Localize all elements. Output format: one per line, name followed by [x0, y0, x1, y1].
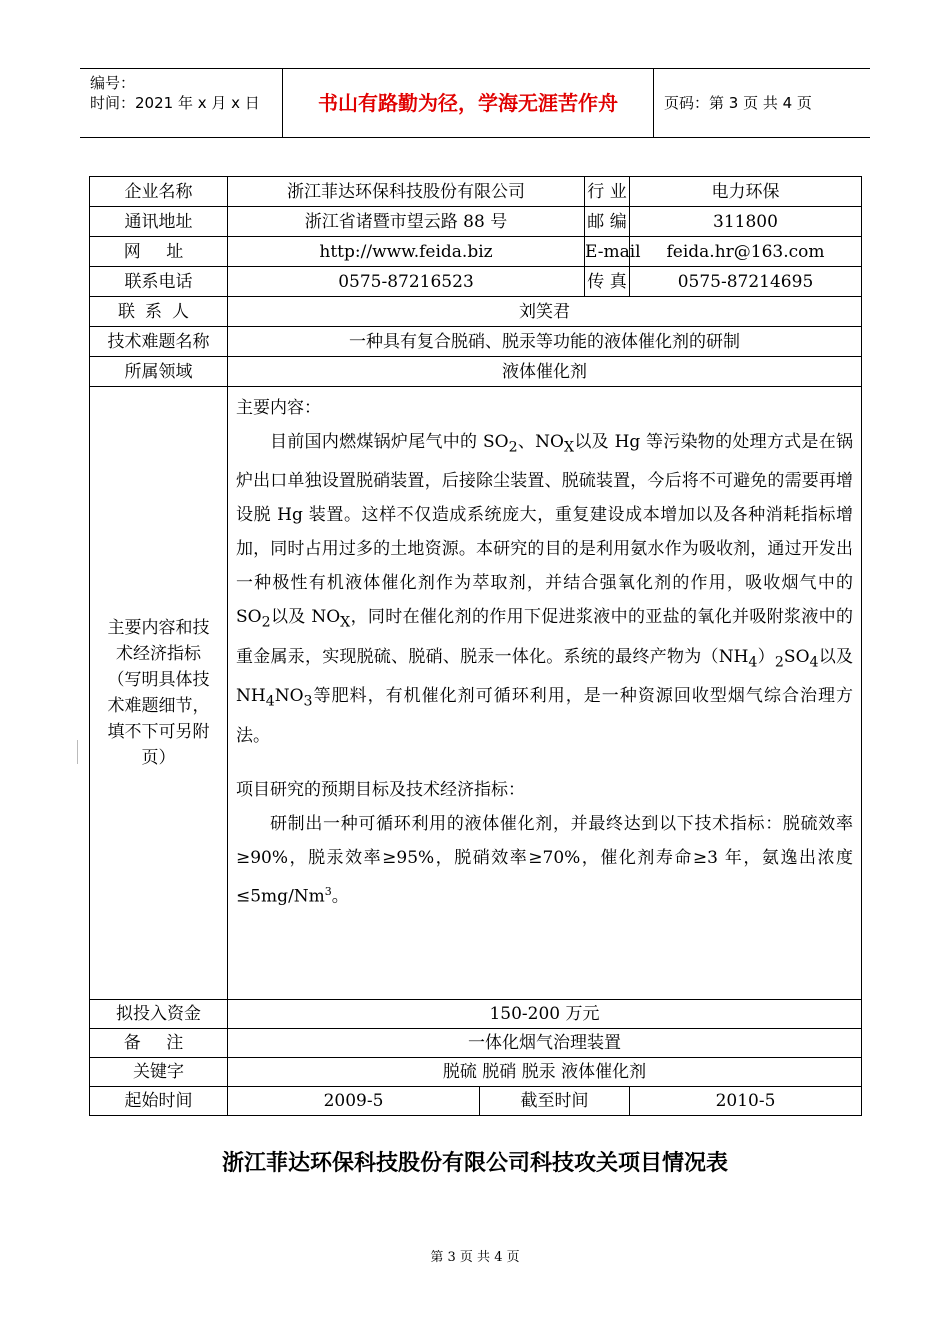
fax-label: 传 真: [585, 267, 630, 297]
field-label: 所属领域: [90, 357, 228, 387]
phone-value: 0575-87216523: [228, 267, 585, 297]
email-value[interactable]: feida.hr@163.com: [630, 237, 862, 267]
keyword-value: 脱硫 脱硝 脱汞 液体催化剂: [228, 1058, 862, 1087]
contact-label: 联系人: [90, 297, 228, 327]
end-label: 截至时间: [480, 1087, 630, 1116]
start-label: 起始时间: [90, 1087, 228, 1116]
postcode-value: 311800: [630, 207, 862, 237]
investment-label: 拟投入资金: [90, 1000, 228, 1029]
company-value: 浙江菲达环保科技股份有限公司: [228, 177, 585, 207]
page-footer: 第 3 页 共 4 页: [430, 1250, 520, 1265]
page-header: [80, 68, 870, 138]
phone-label: 联系电话: [90, 267, 228, 297]
problem-value: 一种具有复合脱硝、脱汞等功能的液体催化剂的研制: [228, 327, 862, 357]
motto: 书山有路勤为径，学海无涯苦作舟: [283, 69, 654, 137]
field-value: 液体催化剂: [228, 357, 862, 387]
end-value: 2010-5: [630, 1087, 862, 1116]
industry-label: 行 业: [585, 177, 630, 207]
content-paragraph: 目前国内燃煤锅炉尾气中的 $SO_2$、$NO_X$以及 Hg 等污染物的处理方式是在锅炉出口单独设置脱硝装置，后接除尘装置、脱硫装置，今后将不可避免的需要再增设脱 Hg 装置。这样不仅造成系统庞大，重复建设成本增加以及各种消耗指标增加，同时占用过多的土地资源。本研究的目的是利用氨水作为吸收剂，通过开发出一种极性有机液体催化剂作为萃取剂，并结合强氧化剂的作用，吸收烟气中的 $SO_2$以及 $NO_X$，同时在催化剂的作用下促进浆液中的亚盐的氧化并吸附浆液中的重金属汞，实现脱硫、脱硝、脱汞一体化。系统的最终产物为$(NH_4)_2SO_4$以及 $NH_4NO_3$等肥料，有机催化剂可循环利用，是一种资源回收型烟气综合治理方法。: [236, 432, 854, 746]
remark-label: 备 注: [90, 1029, 228, 1058]
page-info: 页码：第 3 页 共 4 页: [664, 94, 812, 112]
investment-value: 150-200 万元: [228, 1000, 862, 1029]
number-label: 编号：: [90, 74, 136, 92]
address-value: 浙江省诸暨市望云路 88 号: [228, 207, 585, 237]
goals-paragraph: 研制出一种可循环利用的液体催化剂，并最终达到以下技术指标：脱硫效率≥90%，脱汞效率≥95%，脱硝效率≥70%，催化剂寿命≥3 年，氨逸出浓度$\le 5mg/Nm^3$。: [236, 813, 853, 907]
start-value: 2009-5: [228, 1087, 480, 1116]
content-cell: [228, 387, 862, 1000]
goals-title: 项目研究的预期目标及技术经济指标：: [236, 779, 525, 800]
content-label: 主要内容和技术经济指标（写明具体技术难题细节，填不下可另附页）: [90, 387, 228, 1000]
website-value[interactable]: http://www.feida.biz: [228, 237, 585, 267]
remark-value: 一体化烟气治理装置: [228, 1029, 862, 1058]
address-label: 通讯地址: [90, 207, 228, 237]
industry-value: 电力环保: [630, 177, 862, 207]
postcode-label: 邮 编: [585, 207, 630, 237]
company-label: 企业名称: [90, 177, 228, 207]
document-title: 浙江菲达环保科技股份有限公司科技攻关项目情况表: [221, 1151, 728, 1176]
margin-mark: [77, 740, 78, 764]
problem-label: 技术难题名称: [90, 327, 228, 357]
project-table: [89, 176, 862, 1116]
email-label: E-mail: [585, 237, 630, 267]
fax-value: 0575-87214695: [630, 267, 862, 297]
content-title: 主要内容：: [236, 398, 321, 418]
contact-value: 刘笑君: [228, 297, 862, 327]
website-label: 网 址: [90, 237, 228, 267]
header-left-cell: [80, 69, 283, 137]
time-label: 时间：2021 年 x 月 x 日: [90, 94, 260, 112]
keyword-label: 关键字: [90, 1058, 228, 1087]
